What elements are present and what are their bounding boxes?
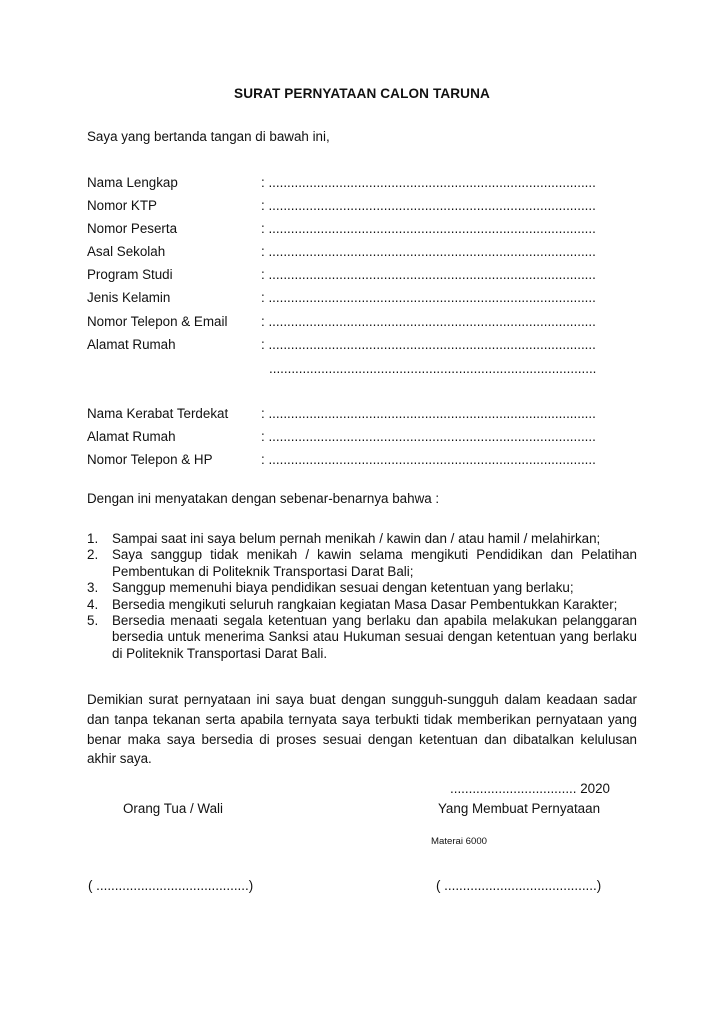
- field-label: Nomor Telepon & HP: [87, 452, 213, 467]
- list-text: Sampai saat ini saya belum pernah menikah / kawin dan / atau hamil / melahirkan;: [112, 531, 601, 546]
- materai-note: Materai 6000: [431, 836, 487, 847]
- field-blank: : ........................................................................................: [261, 290, 596, 305]
- intro-text: Saya yang bertanda tangan di bawah ini,: [87, 129, 330, 144]
- list-number: 4.: [87, 596, 99, 612]
- field-blank: : ........................................................................................: [261, 337, 596, 352]
- field-blank: : ........................................................................................: [261, 406, 596, 421]
- list-text: Saya sanggup tidak menikah / kawin selama mengikuti Pendidikan dan Pelatihan Pembentukan di Politeknik Transportasi Darat Bali;: [112, 547, 637, 579]
- list-item: [87, 580, 637, 596]
- statement-intro: Dengan ini menyatakan dengan sebenar-benarnya bahwa :: [87, 491, 440, 506]
- field-blank: : ........................................................................................: [261, 175, 596, 190]
- list-text: Bersedia menaati segala ketentuan yang berlaku dan apabila melakukan pelanggaran bersedia untuk menerima Sanksi atau Hukuman sesuai dengan ketentuan yang berlaku di Politeknik Transportasi Darat Bali.: [112, 613, 637, 661]
- field-label: Alamat Rumah: [87, 429, 176, 444]
- list-number: 1.: [87, 531, 99, 546]
- parent-signature-label: Orang Tua / Wali: [123, 801, 223, 816]
- declarant-signature-line: ( .........................................): [436, 878, 602, 893]
- field-blank: : ........................................................................................: [261, 452, 596, 467]
- list-item: [87, 597, 637, 613]
- parent-signature-line: ( .........................................): [88, 878, 254, 893]
- date-line: .................................. 2020: [450, 781, 611, 796]
- list-item: [87, 531, 637, 547]
- field-label: Asal Sekolah: [87, 244, 166, 259]
- field-blank: : ........................................................................................: [261, 198, 596, 213]
- field-blank: : ........................................................................................: [261, 429, 596, 444]
- address-continuation-line: ........................................................................................: [269, 361, 597, 376]
- list-text: Sanggup memenuhi biaya pendidikan sesuai dengan ketentuan yang berlaku;: [112, 580, 574, 596]
- list-number: 2.: [87, 547, 99, 563]
- field-blank: : ........................................................................................: [261, 314, 596, 329]
- field-label: Nama Lengkap: [87, 175, 178, 190]
- statement-list: [87, 531, 637, 662]
- list-number: 3.: [87, 580, 99, 596]
- field-blank: : ........................................................................................: [261, 267, 596, 282]
- field-blank: : ........................................................................................: [261, 244, 596, 259]
- field-blank: : ........................................................................................: [261, 221, 596, 236]
- field-label: Nomor KTP: [87, 198, 157, 213]
- declarant-signature-label: Yang Membuat Pernyataan: [438, 801, 601, 816]
- field-label: Program Studi: [87, 267, 173, 282]
- list-item: [87, 547, 637, 580]
- field-label: Jenis Kelamin: [87, 290, 171, 305]
- list-item: [87, 613, 637, 662]
- field-label: Nomor Telepon & Email: [87, 314, 228, 329]
- field-label: Nomor Peserta: [87, 221, 178, 236]
- field-label: Nama Kerabat Terdekat: [87, 406, 229, 421]
- list-number: 5.: [87, 613, 99, 629]
- field-label: Alamat Rumah: [87, 337, 176, 352]
- document-title: SURAT PERNYATAAN CALON TARUNA: [234, 86, 490, 101]
- list-text: Bersedia mengikuti seluruh rangkaian kegiatan Masa Dasar Pembentukkan Karakter;: [112, 596, 618, 612]
- closing-paragraph: Demikian surat pernyataan ini saya buat dengan sungguh-sungguh dalam keadaan sadar dan tanpa tekanan serta apabila ternyata saya terbukti tidak memberikan pernyataan yang benar maka saya bersedia di proses sesuai dengan ketentuan dan dibatalkan kelulusan akhir saya.: [87, 692, 637, 767]
